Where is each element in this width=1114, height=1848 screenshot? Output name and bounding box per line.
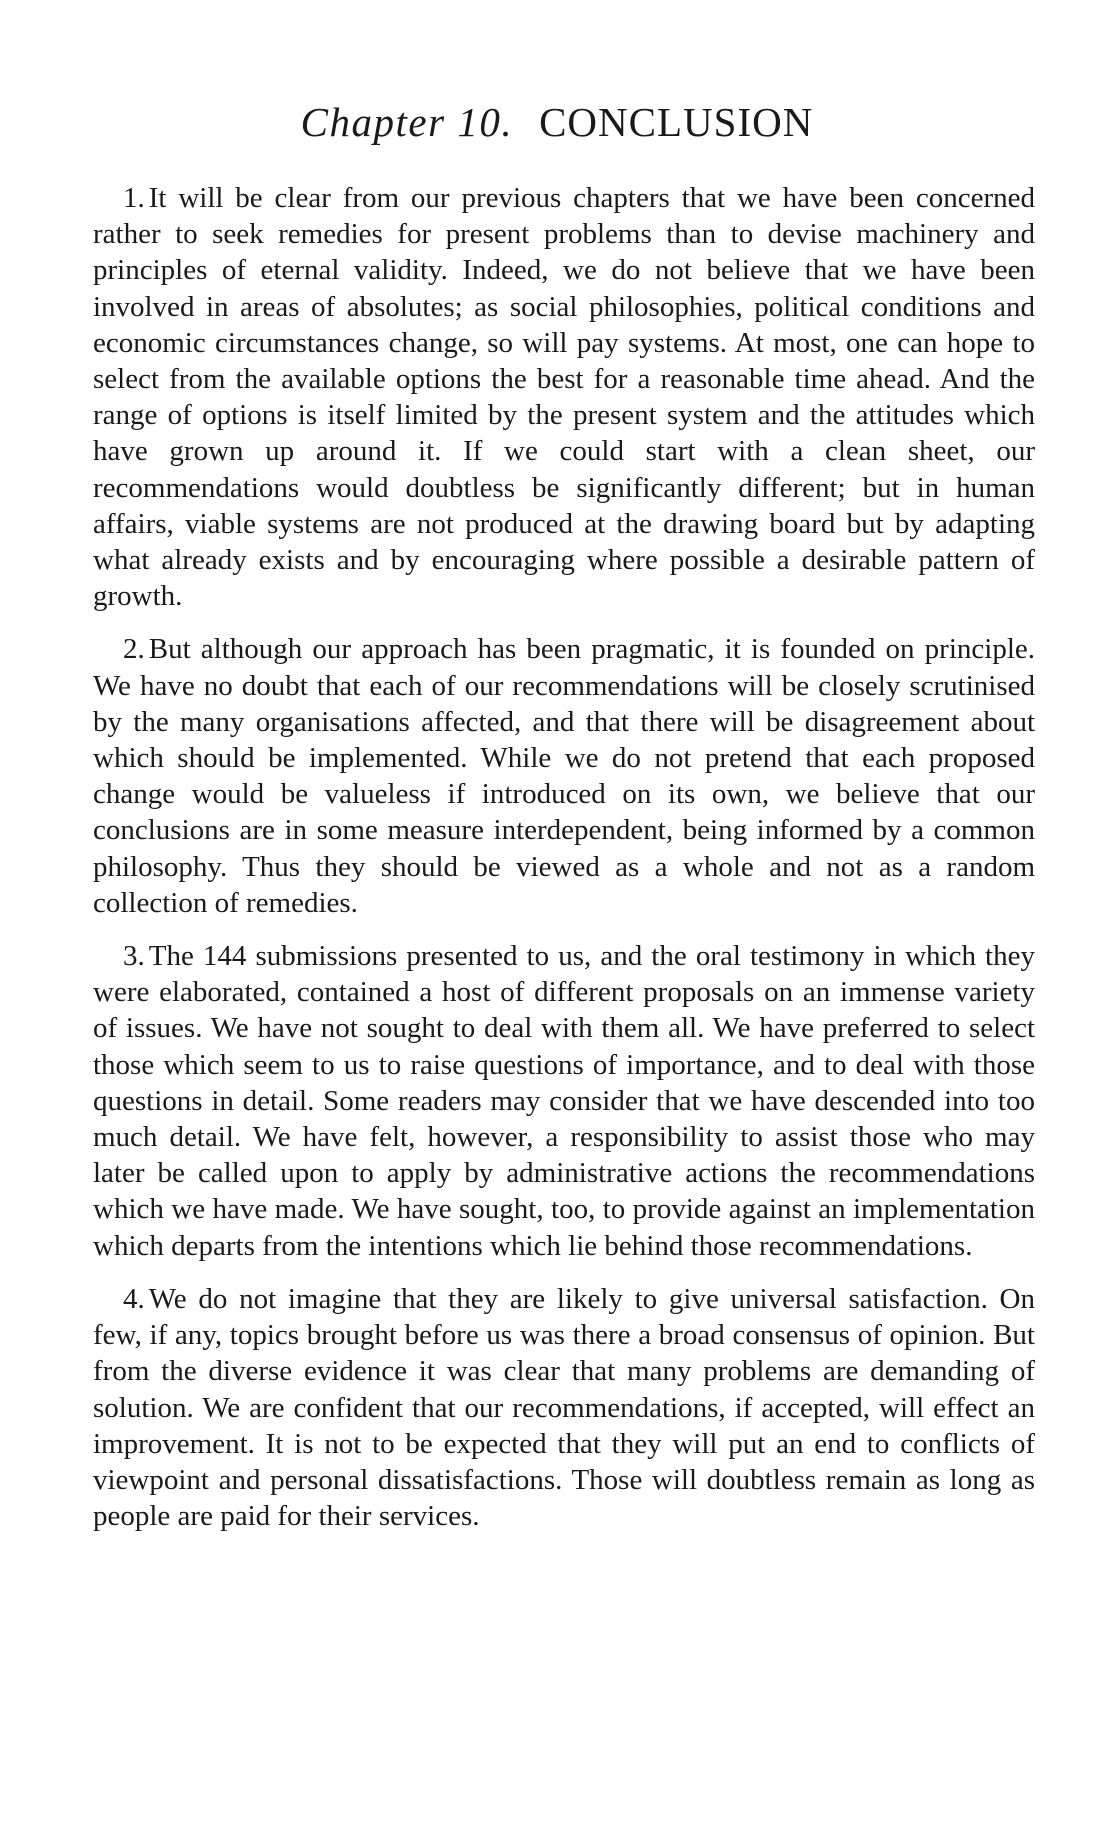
paragraph-text: But although our approach has been pragmatic, it is founded on principle. We have no doubt that each of our recommendations will be closely scrutinised by the many organisations affected, and that there will be disagreement about which should be implemented. While we do not pretend that each proposed change would be valueless if introduced on its own, we believe that our conclusions are in some measure interdependent, being informed by a common philosophy. Thus they should be viewed as a whole and not as a random collection of remedies. <box>93 633 1035 919</box>
paragraph-1 <box>93 180 1035 614</box>
paragraph-text: It will be clear from our previous chapters that we have been concerned rather to seek remedies for present problems than to devise machinery and principles of eternal validity. Indeed, we do not believe that we have been involved in areas of absolutes; as social philosophies, political conditions and economic circumstances change, so will pay systems. At most, one can hope to select from the available options the best for a reasonable time ahead. And the range of options is itself limited by the present system and the attitudes which have grown up around it. If we could start with a clean sheet, our recommendations would doubtless be significantly different; but in human affairs, viable systems are not produced at the drawing board but by adapting what already exists and by encouraging where possible a desirable pattern of growth. <box>93 182 1035 613</box>
paragraph-text: We do not imagine that they are likely to give universal satisfaction. On few, if any, topics brought before us was there a broad consensus of opinion. But from the diverse evidence it was clear that many problems are demanding of solution. We are confident that our recommendations, if accepted, will effect an improvement. It is not to be expected that they will put an end to conflicts of viewpoint and personal dissatisfactions. Those will doubtless remain as long as people are paid for their services. <box>93 1282 1035 1533</box>
paragraph-4 <box>93 1281 1035 1534</box>
chapter-label: Chapter 10. <box>300 99 514 145</box>
chapter-title: CONCLUSION <box>539 99 814 145</box>
paragraph-number: 4. <box>123 1282 145 1315</box>
body-text <box>93 180 1035 1551</box>
paragraph-number: 2. <box>123 633 145 666</box>
paragraph-number: 1. <box>123 182 145 214</box>
paragraph-number: 3. <box>123 940 145 973</box>
chapter-heading <box>0 98 1114 146</box>
paragraph-3 <box>93 938 1035 1264</box>
paragraph-text: The 144 submissions presented to us, and the oral testimony in which they were elaborated, contained a host of different proposals on an immense variety of issues. We have not sought to deal with them all. We have preferred to select those which seem to us to raise questions of importance, and to deal with those questions in detail. Some readers may consider that we have descended into too much detail. We have felt, however, a responsibility to assist those who may later be called upon to apply by administrative actions the recommendations which we have made. We have sought, too, to provide against an implementation which departs from the intentions which lie behind those recommendations. <box>93 940 1035 1262</box>
paragraph-2 <box>93 631 1035 921</box>
